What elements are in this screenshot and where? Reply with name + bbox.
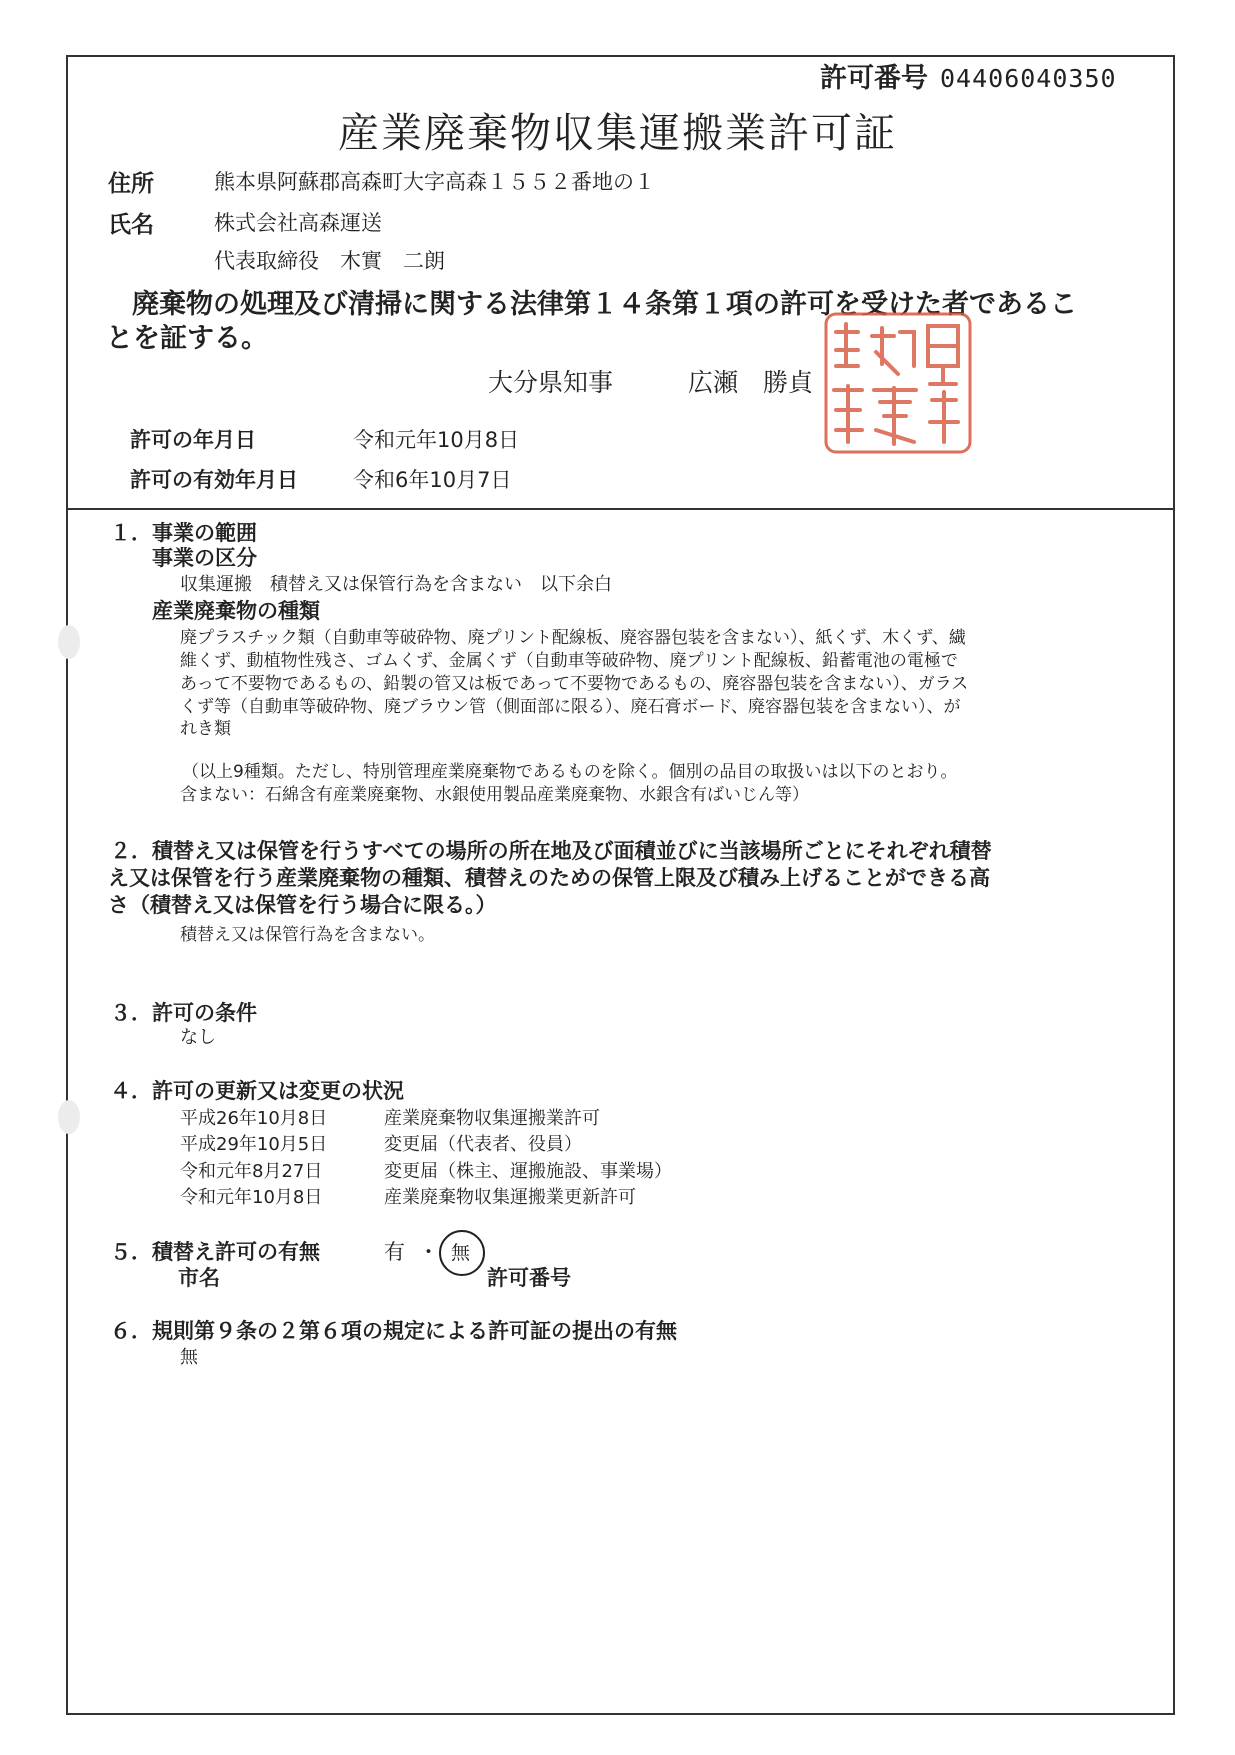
waste-types-line: れき類 [180,719,231,739]
expiry-date: 令和6年10月7日 [353,468,512,492]
history-date: 平成29年10月5日 [180,1134,328,1155]
section-4-heading: ４．許可の更新又は変更の状況 [110,1079,404,1103]
permit-number [820,56,1117,95]
certification-line-2: とを証する。 [106,323,268,354]
history-date: 令和元年8月27日 [180,1161,323,1182]
history-date: 令和元年10月8日 [180,1187,323,1208]
exclusion-note-line: （以上9種類。ただし、特別管理産業廃棄物であるものを除く。個別の品目の取扱いは以下のとおり。 [182,762,958,782]
name-label: 氏名 [108,212,154,238]
official-seal [818,304,980,464]
permit-number-value: 04406040350 [940,64,1117,93]
waste-types-line: くず等（自動車等破砕物、廃ブラウン管（側面部に限る）、廃石膏ボード、廃容器包装を含まない）、が [180,697,961,717]
history-date: 平成26年10月8日 [180,1108,328,1129]
history-event: 産業廃棄物収集運搬業更新許可 [384,1187,636,1208]
transfer-no: 無 [451,1242,471,1264]
waste-types-line: あって不要物であるもの、鉛製の管又は板であって不要物であるもの、廃容器包装を含まない）、ガラス [180,674,969,694]
punch-hole [58,1100,80,1134]
section-2-line: え又は保管を行う産業廃棄物の種類、積替えのための保管上限及び積み上げることができる高 [108,866,990,890]
history-event: 変更届（株主、運搬施設、事業場） [384,1161,672,1182]
waste-types-line: 維くず、動植物性残さ、ゴムくず、金属くず（自動車等破砕物、廃プリント配線板、鉛蓄電池の電極で [180,651,958,671]
section-2-body: 積替え又は保管行為を含まない。 [180,925,435,945]
history-event: 産業廃棄物収集運搬業許可 [384,1108,600,1129]
address-label: 住所 [108,171,154,197]
company-name: 株式会社高森運送 [214,211,382,235]
representative: 代表取締役 木實 二朗 [214,249,445,273]
certification-line-1: 廃棄物の処理及び清掃に関する法律第１４条第１項の許可を受けた者であるこ [132,289,1077,320]
issue-date: 令和元年10月8日 [353,428,520,452]
punch-hole [58,625,80,659]
section-2-line: ２．積替え又は保管を行うすべての場所の所在地及び面積並びに当該場所ごとにそれぞれ積替 [110,839,992,863]
waste-types-line: 廃プラスチック類（自動車等破砕物、廃プリント配線板、廃容器包装を含まない）、紙くず、木くず、繊 [180,628,966,648]
section-2-line: さ（積替え又は保管を行う場合に限る。） [108,893,497,917]
waste-types-heading: 産業廃棄物の種類 [152,599,320,623]
section-3-body: なし [180,1027,216,1048]
section-5-heading: ５．積替え許可の有無 [110,1240,320,1264]
exclusion-note-line: 含まない：石綿含有産業廃棄物、水銀使用製品産業廃棄物、水銀含有ばいじん等） [180,785,809,805]
transfer-permit-number-label: 許可番号 [487,1266,571,1290]
history-event: 変更届（代表者、役員） [384,1134,582,1155]
address-value: 熊本県阿蘇郡高森町大字高森１５５２番地の１ [214,170,655,194]
city-name-label: 市名 [178,1266,220,1290]
section-1-heading: １．事業の範囲 [110,521,257,545]
issuer: 大分県知事 広瀬 勝貞 [488,368,814,397]
division-text: 収集運搬 積替え又は保管行為を含まない 以下余白 [180,574,612,595]
section-6-body: 無 [180,1347,198,1368]
issue-date-label: 許可の年月日 [130,428,256,452]
expiry-date-label: 許可の有効年月日 [130,468,298,492]
section-6-heading: ６．規則第９条の２第６項の規定による許可証の提出の有無 [110,1319,677,1343]
separator-dot: ・ [418,1240,439,1264]
transfer-yes: 有 [384,1240,405,1264]
division-heading: 事業の区分 [152,546,257,570]
section-divider [66,508,1175,510]
section-3-heading: ３．許可の条件 [110,1001,257,1025]
document-title: 産業廃棄物収集運搬業許可証 [338,109,897,157]
permit-number-label: 許可番号 [820,63,928,94]
